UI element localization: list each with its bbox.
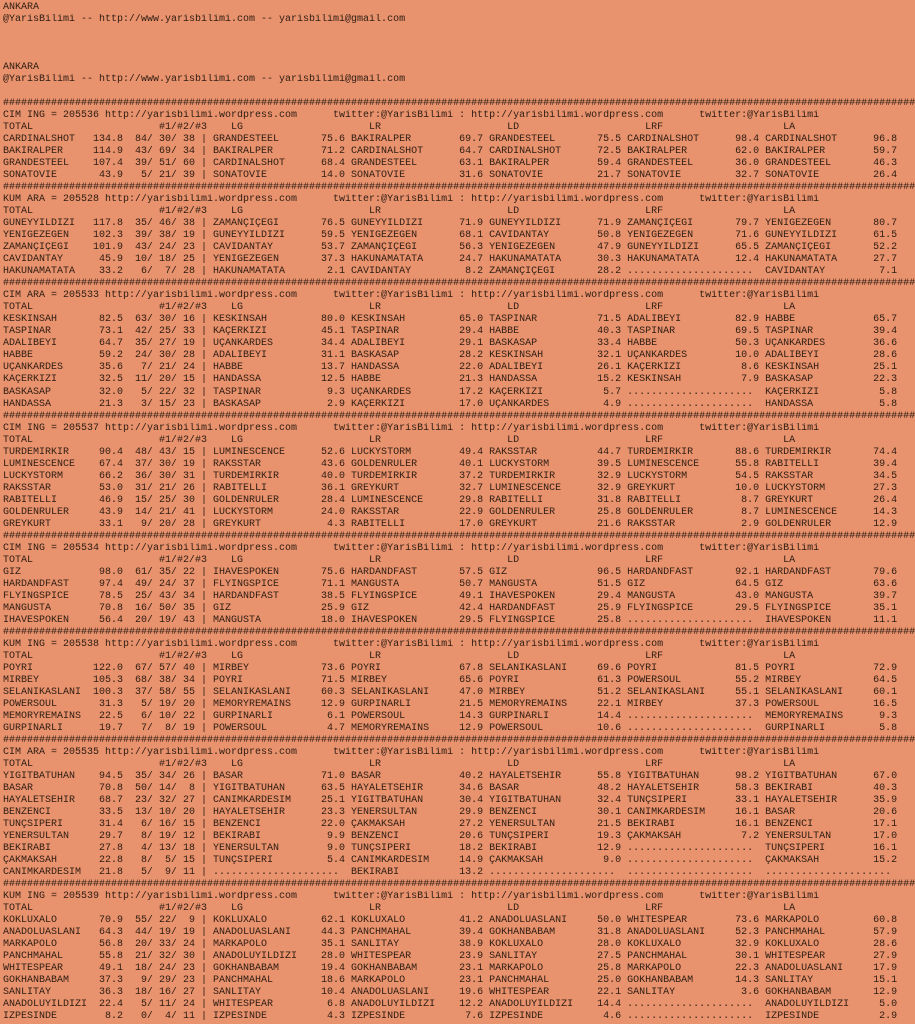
section-header-line: KUM ING = 205538 http://yarisbilimi.wordpress.com twitter:@YarisBilimi : http://yarisbilimi.wordpress.com twitter:@YarisBilimi bbox=[3, 638, 820, 650]
section-header-line: CIM ING = 205537 http://yarisbilimi.wordpress.com twitter:@YarisBilimi : http://yarisbilimi.wordpress.com twitter:@YarisBilimi bbox=[3, 422, 820, 434]
table-row: YENIGEZEGEN 102.3 39/ 38/ 19 | GÜNEYYILDIZI 59.5 YENIGEZEGEN 68.1 CAVIDANTAY 50.8 YENIGEZEGEN 71.6 GÜNEYYILDIZI 61.5 bbox=[3, 230, 904, 242]
report-header-block bbox=[3, 2, 915, 98]
table-row: ÇAKMAKSAH 22.8 8/ 5/ 15 | TUNÇSIPERI 5.4 CANIMKARDESIM 14.9 ÇAKMAKSAH 9.0 ..................... ÇAKMAKSAH 15.2 bbox=[3, 855, 904, 867]
table-row: SONATOVIE 43.9 5/ 21/ 39 | SONATOVIE 14.0 SONATOVIE 31.6 SONATOVIE 21.7 SONATOVIE 32.7 SONATOVIE 26.4 bbox=[3, 170, 904, 182]
table-row: TASPINAR 73.1 42/ 25/ 33 | KAÇERKIZI 45.1 TASPINAR 29.4 HABBE 40.3 TASPINAR 69.5 TASPINAR 39.4 bbox=[3, 326, 904, 338]
table-row: CAVIDANTAY 45.9 10/ 18/ 25 | YENIGEZEGEN 37.3 HAKUNAMATATA 24.7 HAKUNAMATATA 30.3 HAKUNAMATATA 12.4 HAKUNAMATATA 27.7 bbox=[3, 254, 904, 266]
table-row: MEMORYREMAINS 22.5 6/ 10/ 22 | GÜRPINARLI 6.1 POWERSOUL 14.3 GÜRPINARLI 14.4 ..................... MEMORYREMAINS 9.3 bbox=[3, 710, 904, 722]
column-header-line: TOTAL #1/#2/#3 LG LR LD LRF LA bbox=[3, 302, 796, 314]
table-row: POYRI 122.0 67/ 57/ 40 | MIRBEY 73.6 POYRI 67.8 SELANIKASLANI 69.6 POYRI 81.5 POYRI 72.9 bbox=[3, 662, 904, 674]
table-row: MARKAPOLO 56.8 20/ 33/ 24 | MARKAPOLO 35.1 SANLITAY 38.9 KÖKLÜXALO 28.0 KÖKLÜXALO 32.9 KÖKLÜXALO 28.6 bbox=[3, 939, 904, 951]
table-row: HAYALETSEHIR 68.7 23/ 32/ 27 | CANIMKARDESIM 25.1 YIGITBATUHAN 30.4 YIGITBATUHAN 32.4 TUNÇSIPERI 33.1 HAYALETSEHIR 35.9 bbox=[3, 795, 904, 807]
section-header-line: CIM ING = 205534 http://yarisbilimi.wordpress.com twitter:@YarisBilimi : http://yarisbilimi.wordpress.com twitter:@YarisBilimi bbox=[3, 542, 820, 554]
table-row: LUCKYSTORM 66.2 36/ 30/ 31 | TURDEMIRKIR 40.0 TURDEMIRKIR 37.2 TURDEMIRKIR 32.9 LUCKYSTORM 54.5 RAKSSTAR 34.5 bbox=[3, 470, 904, 482]
column-header-line: TOTAL #1/#2/#3 LG LR LD LRF LA bbox=[3, 903, 796, 915]
separator-line: ######################################################################################################################################################## bbox=[3, 734, 915, 746]
blank-line bbox=[3, 50, 915, 62]
table-row: GÖKHANBABAM 37.3 9/ 29/ 23 | PANCHMAHAL 18.6 MARKAPOLO 23.1 PANCHMAHAL 25.0 GÖKHANBABAM 14.3 SANLITAY 15.1 bbox=[3, 975, 904, 987]
separator-line: ######################################################################################################################################################## bbox=[3, 879, 915, 891]
blank-line bbox=[3, 26, 915, 38]
table-row: YENERSULTAN 29.7 8/ 19/ 12 | BEKIRABI 9.9 BENZENCI 20.6 TUNÇSIPERI 19.3 ÇAKMAKSAH 7.2 YENERSULTAN 17.0 bbox=[3, 831, 904, 843]
contact-line: @YarisBilimi -- http://www.yarisbilimi.com -- yarisbilimi@gmail.com bbox=[3, 74, 406, 86]
section-header-line: KUM ARA = 205528 http://yarisbilimi.wordpress.com twitter:@YarisBilimi : http://yarisbilimi.wordpress.com twitter:@YarisBilimi bbox=[3, 194, 820, 206]
table-row: BENZENCI 33.5 13/ 10/ 20 | HAYALETSEHIR 23.3 YENERSULTAN 29.9 BENZENCI 30.1 CANIMKARDESIM 16.1 BASAR 20.6 bbox=[3, 807, 904, 819]
city-line: ANKARA bbox=[3, 2, 40, 13]
column-header-line: TOTAL #1/#2/#3 LG LR LD LRF LA bbox=[3, 554, 796, 566]
table-row: BEKIRABI 27.8 4/ 13/ 18 | YENERSULTAN 9.0 TUNÇSIPERI 18.2 BEKIRABI 12.9 ..................... TUNÇSIPERI 16.1 bbox=[3, 843, 904, 855]
table-row: IHAVESPOKEN 56.4 20/ 19/ 43 | MANGUSTA 18.0 IHAVESPOKEN 29.5 FLYINGSPICE 25.8 ..................... IHAVESPOKEN 11.1 bbox=[3, 614, 904, 626]
section-header-line: KUM ING = 205539 http://yarisbilimi.wordpress.com twitter:@YarisBilimi : http://yarisbilimi.wordpress.com twitter:@YarisBilimi bbox=[3, 891, 820, 903]
table-row: IZPESINDE 8.2 0/ 4/ 11 | IZPESINDE 4.3 IZPESINDE 7.6 IZPESINDE 4.6 ..................... IZPESINDE 2.9 bbox=[3, 1011, 904, 1023]
table-row: RAKSSTAR 53.0 31/ 21/ 26 | RABITELLI 36.1 GREYKURT 32.7 LUMINESCENCE 32.9 GREYKURT 10.0 LUCKYSTORM 27.3 bbox=[3, 482, 904, 494]
table-row: BASAR 70.8 50/ 14/ 8 | YIGITBATUHAN 63.5 HAYALETSEHIR 34.6 BASAR 48.2 HAYALETSEHIR 58.3 BEKIRABI 40.3 bbox=[3, 783, 904, 795]
city-line: ANKARA bbox=[3, 62, 40, 74]
report-sections bbox=[3, 98, 915, 1023]
table-row: HANDASSA 21.3 3/ 15/ 23 | BASKASAP 2.9 KAÇERKIZI 17.0 UÇANKARDES 4.9 ..................... HANDASSA 5.8 bbox=[3, 398, 904, 410]
table-row: BASKASAP 32.0 5/ 22/ 32 | TASPINAR 9.3 UÇANKARDES 17.2 KAÇERKIZI 5.7 ..................... KAÇERKIZI 5.8 bbox=[3, 386, 904, 398]
table-row: ANADOLUYILDIZI 22.4 5/ 11/ 24 | WHITESPEAR 6.8 ANADOLUYILDIZI 12.2 ANADOLUYILDIZI 14.4 ..................... ANADOLUYILDIZI 5.0 bbox=[3, 999, 904, 1011]
column-header-line: TOTAL #1/#2/#3 LG LR LD LRF LA bbox=[3, 206, 796, 218]
table-row: LUMINESCENCE 67.4 37/ 30/ 19 | RAKSSTAR 43.6 GOLDENRULER 40.1 LUCKYSTORM 39.5 LUMINESCENCE 55.8 RABITELLI 39.4 bbox=[3, 458, 904, 470]
separator-line: ######################################################################################################################################################## bbox=[3, 278, 915, 290]
table-row: PANCHMAHAL 55.8 21/ 32/ 30 | ANADOLUYILDIZI 28.0 WHITESPEAR 23.9 SANLITAY 27.5 PANCHMAHAL 30.1 WHITESPEAR 27.9 bbox=[3, 951, 904, 963]
separator-line: ######################################################################################################################################################## bbox=[3, 98, 915, 110]
table-row: HAKUNAMATATA 33.2 6/ 7/ 28 | HAKUNAMATATA 2.1 CAVIDANTAY 8.2 ZAMANÇIÇEGI 28.2 ..................... CAVIDANTAY 7.1 bbox=[3, 266, 904, 278]
blank-line bbox=[3, 86, 915, 98]
table-row: FLYINGSPICE 78.5 25/ 43/ 34 | HARDANDFAST 38.5 FLYINGSPICE 49.1 IHAVESPOKEN 29.4 MANGUSTA 43.0 MANGUSTA 39.7 bbox=[3, 590, 904, 602]
table-row: GÜNEYYILDIZI 117.8 35/ 46/ 38 | ZAMANÇIÇEGI 76.5 GÜNEYYILDIZI 71.9 GÜNEYYILDIZI 71.9 ZAMANÇIÇEGI 79.7 YENIGEZEGEN 80.7 bbox=[3, 218, 904, 230]
table-row: UÇANKARDES 35.6 7/ 21/ 24 | HABBE 13.7 HANDASSA 22.0 ADALIBEYI 26.1 KAÇERKIZI 8.6 KESKINSAH 25.1 bbox=[3, 362, 904, 374]
table-row: GIZ 98.0 61/ 35/ 22 | IHAVESPOKEN 75.6 HARDANDFAST 57.5 GIZ 96.5 HARDANDFAST 92.1 HARDANDFAST 79.6 bbox=[3, 566, 904, 578]
blank-line bbox=[3, 38, 915, 50]
table-row: HARDANDFAST 97.4 49/ 24/ 37 | FLYINGSPICE 71.1 MANGUSTA 50.7 MANGUSTA 51.5 GIZ 64.5 GIZ 63.6 bbox=[3, 578, 904, 590]
table-row: YIGITBATUHAN 94.5 35/ 34/ 26 | BASAR 71.0 BASAR 40.2 HAYALETSEHIR 55.8 YIGITBATUHAN 98.2 YIGITBATUHAN 67.0 bbox=[3, 771, 904, 782]
separator-line: ######################################################################################################################################################## bbox=[3, 626, 915, 638]
column-header-line: TOTAL #1/#2/#3 LG LR LD LRF LA bbox=[3, 434, 796, 446]
table-row: SANLITAY 36.3 18/ 16/ 27 | SANLITAY 10.4 ANADOLUASLANI 19.6 WHITESPEAR 22.1 SANLITAY 3.6 GÖKHANBABAM 12.9 bbox=[3, 987, 904, 999]
column-header-line: TOTAL #1/#2/#3 LG LR LD LRF LA bbox=[3, 650, 796, 662]
table-row: TURDEMIRKIR 90.4 48/ 43/ 15 | LUMINESCENCE 52.6 LUCKYSTORM 49.4 RAKSSTAR 44.7 TURDEMIRKIR 88.6 TURDEMIRKIR 74.4 bbox=[3, 446, 904, 458]
table-row: MIRBEY 105.3 68/ 38/ 34 | POYRI 71.5 MIRBEY 65.6 POYRI 61.3 POWERSOUL 55.2 MIRBEY 64.5 bbox=[3, 674, 904, 686]
table-row: SELANIKASLANI 100.3 37/ 58/ 55 | SELANIKASLANI 60.3 SELANIKASLANI 47.0 MIRBEY 51.2 SELANIKASLANI 55.1 SELANIKASLANI 60.1 bbox=[3, 686, 904, 698]
table-row: ZAMANÇIÇEGI 101.9 43/ 24/ 23 | CAVIDANTAY 53.7 ZAMANÇIÇEGI 56.3 YENIGEZEGEN 47.9 GÜNEYYILDIZI 65.5 ZAMANÇIÇEGI 52.2 bbox=[3, 242, 904, 254]
table-row: KESKINSAH 82.5 63/ 30/ 16 | KESKINSAH 80.0 KESKINSAH 65.0 TASPINAR 71.5 ADALIBEYI 82.9 HABBE 65.7 bbox=[3, 314, 904, 326]
table-row: GOLDENRULER 43.9 14/ 21/ 41 | LUCKYSTORM 24.0 RAKSSTAR 22.9 GOLDENRULER 25.8 GOLDENRULER 8.7 LUMINESCENCE 14.3 bbox=[3, 506, 904, 518]
separator-line: ######################################################################################################################################################## bbox=[3, 410, 915, 422]
table-row: MANGUSTA 70.8 16/ 50/ 35 | GIZ 25.9 GIZ 42.4 HARDANDFAST 25.9 FLYINGSPICE 29.5 FLYINGSPICE 35.1 bbox=[3, 602, 904, 614]
table-row: GRANDESTEEL 107.4 39/ 51/ 60 | CARDINALSHOT 68.4 GRANDESTEEL 63.1 BAKIRALPER 59.4 GRANDESTEEL 36.0 GRANDESTEEL 46.3 bbox=[3, 158, 904, 170]
table-row: KAÇERKIZI 32.5 11/ 20/ 15 | HANDASSA 12.5 HABBE 21.3 HANDASSA 15.2 KESKINSAH 7.9 BASKASAP 22.3 bbox=[3, 374, 904, 386]
section-header-line: CIM ARA = 205533 http://yarisbilimi.wordpress.com twitter:@YarisBilimi : http://yarisbilimi.wordpress.com twitter:@YarisBilimi bbox=[3, 290, 820, 302]
table-row: GÜRPINARLI 19.7 7/ 8/ 19 | POWERSOUL 4.7 MEMORYREMAINS 12.9 POWERSOUL 10.6 ..................... GÜRPINARLI 5.8 bbox=[3, 722, 904, 734]
column-header-line: TOTAL #1/#2/#3 LG LR LD LRF LA bbox=[3, 758, 796, 770]
table-row: ADALIBEYI 64.7 35/ 27/ 19 | UÇANKARDES 34.4 ADALIBEYI 29.1 BASKASAP 33.4 HABBE 50.3 UÇANKARDES 36.6 bbox=[3, 338, 904, 350]
separator-line: ######################################################################################################################################################## bbox=[3, 182, 915, 194]
section-header-line: CIM ARA = 205535 http://yarisbilimi.wordpress.com twitter:@YarisBilimi : http://yarisbilimi.wordpress.com twitter:@YarisBilimi bbox=[3, 746, 820, 758]
section-header-line: CIM ING = 205536 http://yarisbilimi.wordpress.com twitter:@YarisBilimi : http://yarisbilimi.wordpress.com twitter:@YarisBilimi bbox=[3, 110, 820, 122]
table-row: TUNÇSIPERI 31.4 6/ 16/ 15 | BENZENCI 22.0 ÇAKMAKSAH 27.2 YENERSULTAN 21.5 BEKIRABI 16.1 BENZENCI 17.1 bbox=[3, 819, 904, 831]
table-row: CARDINALSHOT 134.8 84/ 30/ 38 | GRANDESTEEL 75.6 BAKIRALPER 69.7 GRANDESTEEL 75.5 CARDINALSHOT 98.4 CARDINALSHOT 96.8 bbox=[3, 134, 904, 146]
column-header-line: TOTAL #1/#2/#3 LG LR LD LRF LA bbox=[3, 122, 796, 134]
table-row: RABITELLI 46.9 15/ 25/ 30 | GOLDENRULER 28.4 LUMINESCENCE 29.8 RABITELLI 31.8 RABITELLI 8.7 GREYKURT 26.4 bbox=[3, 494, 904, 506]
table-row: POWERSOUL 31.3 5/ 19/ 20 | MEMORYREMAINS 12.9 GÜRPINARLI 21.5 MEMORYREMAINS 22.1 MIRBEY 37.3 POWERSOUL 16.5 bbox=[3, 698, 904, 710]
table-row: ANADOLUASLANI 64.3 44/ 19/ 19 | ANADOLUASLANI 44.3 PANCHMAHAL 39.4 GÖKHANBABAM 31.8 ANADOLUASLANI 52.3 PANCHMAHAL 57.9 bbox=[3, 927, 904, 939]
separator-line: ######################################################################################################################################################## bbox=[3, 530, 915, 542]
contact-line: @YarisBilimi -- http://www.yarisbilimi.com -- yarisbilimi@gmail.com bbox=[3, 14, 406, 26]
table-row: CANIMKARDESIM 21.8 5/ 9/ 11 | ..................... BEKIRABI 13.2 ..................... ..................... ..................... bbox=[3, 867, 904, 879]
table-row: BAKIRALPER 114.9 43/ 69/ 34 | BAKIRALPER 71.2 CARDINALSHOT 64.7 CARDINALSHOT 72.5 BAKIRALPER 62.0 BAKIRALPER 59.7 bbox=[3, 146, 904, 158]
table-row: WHITESPEAR 49.1 18/ 24/ 23 | GÖKHANBABAM 19.4 GÖKHANBABAM 23.1 MARKAPOLO 25.8 MARKAPOLO 22.3 ANADOLUASLANI 17.9 bbox=[3, 963, 904, 975]
table-row: KÖKLÜXALO 70.9 55/ 22/ 9 | KÖKLÜXALO 62.1 KÖKLÜXALO 41.2 ANADOLUASLANI 50.0 WHITESPEAR 73.6 MARKAPOLO 60.8 bbox=[3, 915, 904, 927]
table-row: HABBE 59.2 24/ 30/ 28 | ADALIBEYI 31.1 BASKASAP 28.2 KESKINSAH 32.1 UÇANKARDES 10.0 ADALIBEYI 28.6 bbox=[3, 350, 904, 362]
table-row: GREYKURT 33.1 9/ 20/ 28 | GREYKURT 4.3 RABITELLI 17.0 GREYKURT 21.6 RAKSSTAR 2.9 GOLDENRULER 12.9 bbox=[3, 518, 904, 530]
